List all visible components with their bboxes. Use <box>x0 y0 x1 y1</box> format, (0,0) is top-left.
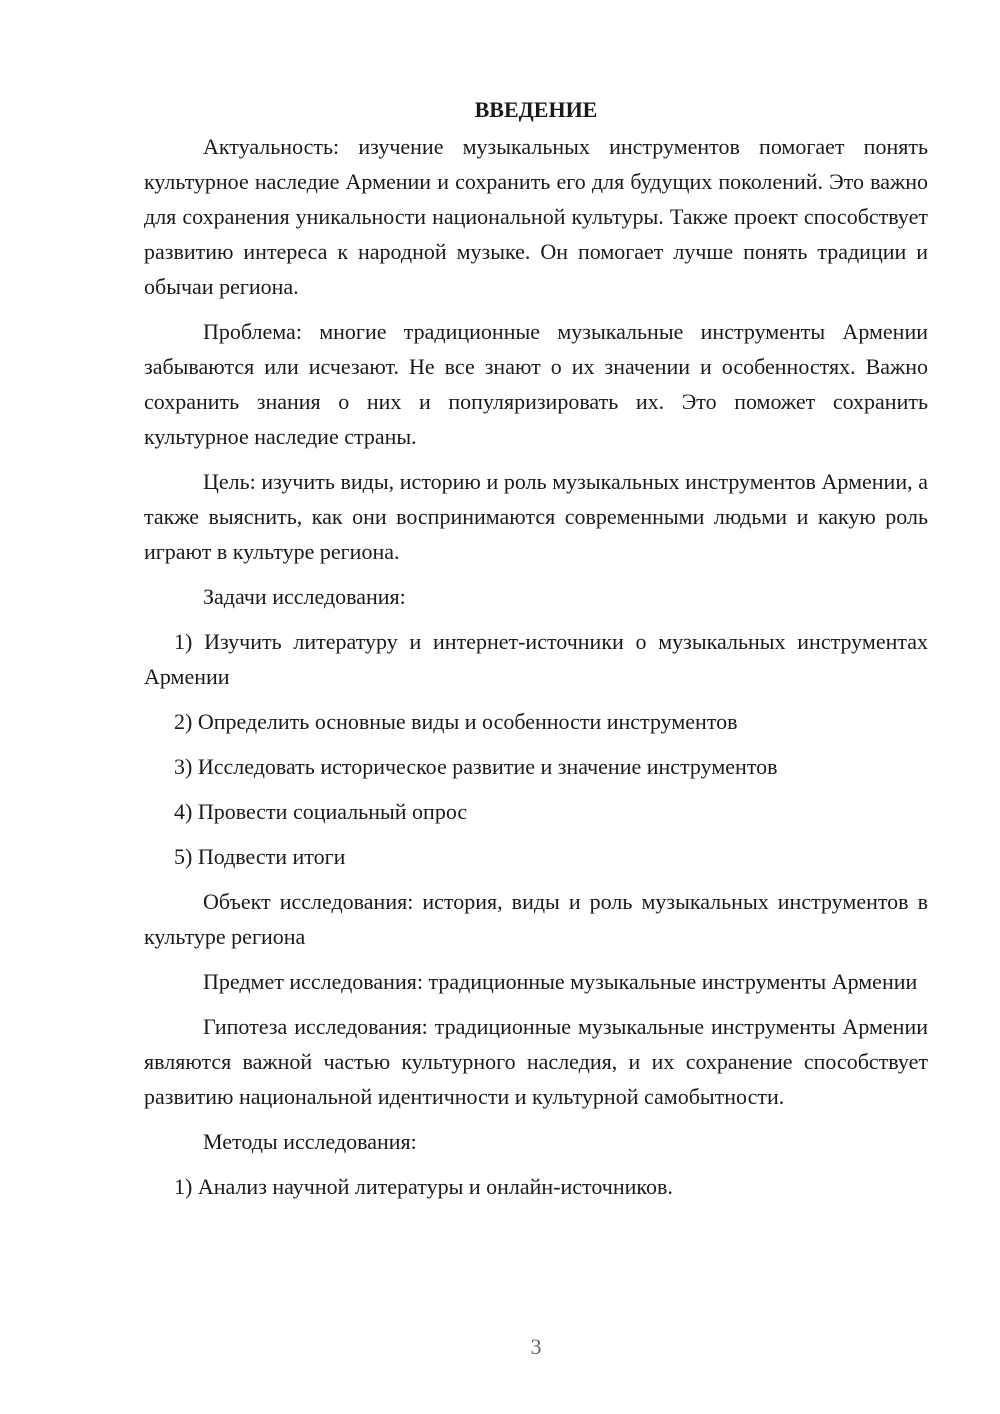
paragraph-object: Объект исследования: история, виды и роль музыкальных инструментов в культуре региона <box>144 889 928 949</box>
page-title: ВВЕДЕНИЕ <box>474 97 598 122</box>
task-item-4: 4) Провести социальный опрос <box>174 799 468 824</box>
task-item-3: 3) Исследовать историческое развитие и значение инструментов <box>174 754 778 779</box>
paragraph-hypothesis: Гипотеза исследования: традиционные музыкальные инструменты Армении являются важной частью культурного наследия, и их сохранение способствует развитию национальной идентичности и культурной самобытности. <box>144 1014 928 1109</box>
page-number: 3 <box>530 1334 542 1359</box>
tasks-heading: Задачи исследования: <box>203 584 406 609</box>
task-item-1: 1) Изучить литературу и интернет-источники о музыкальных инструментах Армении <box>144 629 928 689</box>
task-item-2: 2) Определить основные виды и особенности инструментов <box>174 709 738 734</box>
page-content <box>144 92 928 1214</box>
paragraph-subject: Предмет исследования: традиционные музыкальные инструменты Армении <box>203 969 918 994</box>
paragraph-problem: Проблема: многие традиционные музыкальные инструменты Армении забываются или исчезают. Не все знают о их значении и особенностях. Важно сохранить знания о них и популяризировать их. Это поможет сохранить культурное наследие страны. <box>144 319 928 449</box>
task-item-5: 5) Подвести итоги <box>174 844 346 869</box>
paragraph-relevance: Актуальность: изучение музыкальных инструментов помогает понять культурное наследие Армении и сохранить его для будущих поколений. Это важно для сохранения уникальности национальной культуры. Также проект способствует развитию интереса к народной музыке. Он помогает лучше понять традиции и обычаи региона. <box>144 134 928 299</box>
methods-heading: Методы исследования: <box>203 1129 417 1154</box>
method-item-1: 1) Анализ научной литературы и онлайн-источников. <box>174 1174 673 1199</box>
paragraph-goal: Цель: изучить виды, историю и роль музыкальных инструментов Армении, а также выяснить, как они воспринимаются современными людьми и какую роль играют в культуре региона. <box>144 469 928 564</box>
